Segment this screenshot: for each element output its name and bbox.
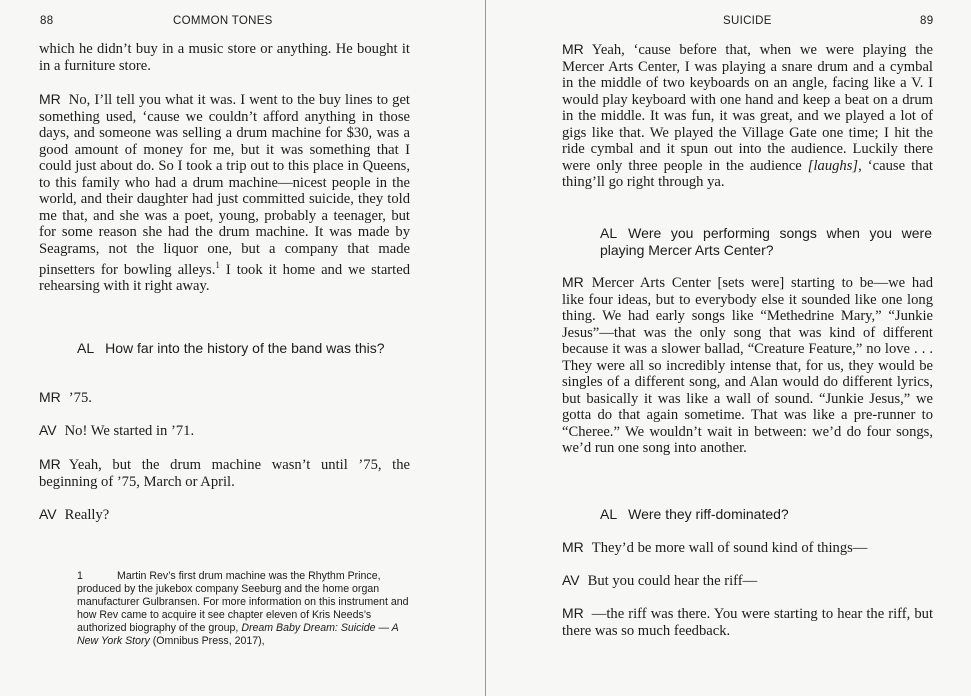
dialogue-av-1 bbox=[39, 422, 410, 440]
right-page-number: 89 bbox=[920, 15, 934, 27]
dialogue-stage-direction: [laughs] bbox=[807, 157, 859, 174]
dialogue-mr-1 bbox=[39, 91, 410, 295]
footnote-book-title: Dream Baby Dream: Suicide — A New York Story bbox=[77, 622, 399, 647]
dialogue-text: ’75. bbox=[68, 390, 92, 406]
speaker-label: MR bbox=[562, 274, 584, 290]
speaker-label: MR bbox=[562, 539, 584, 555]
footnote-number: 1 bbox=[77, 570, 83, 582]
left-page bbox=[0, 0, 485, 696]
question-al-1 bbox=[77, 340, 409, 357]
right-page bbox=[486, 0, 971, 696]
speaker-label: AV bbox=[562, 572, 580, 588]
dialogue-text: No, I’ll tell you what it was. I went to the buy lines to get something used, ‘cause we couldn’t afford anything in those days, and someone was selling a drum machine for $30, was a good amount of money for me, but it was something that I could just about do. So I took a trip out to this place in Queens, to this family who had a drum machine—nicest people in the world, and their daughter had just committed suicide, they told me that, and she was a poet, young, probably a teenager, but for some reason she had the drum machine. It was made by Seagrams, not the liquor one, but a company that made pinsetters for bowling alleys. bbox=[39, 92, 410, 278]
dialogue-text-end: , ‘cause that thing’ll go right through ya. bbox=[562, 157, 933, 190]
dialogue-text: No! We started in ’71. bbox=[64, 423, 195, 439]
footnote bbox=[77, 570, 413, 648]
dialogue-mr-3 bbox=[562, 539, 933, 557]
dialogue-mr-2 bbox=[562, 274, 933, 457]
footnote-text: Martin Rev’s first drum machine was the Rhythm Prince, produced by the jukebox company Seeburg and the home organ manufacturer Gulbransen. For more information on this instrument and how Rev came to acquire it see chapter eleven of Kris Needs’s authorized biography of the group, bbox=[77, 570, 409, 634]
dialogue-text: But you could hear the riff— bbox=[587, 573, 758, 589]
speaker-label: AL bbox=[600, 225, 618, 241]
speaker-label: MR bbox=[39, 456, 61, 472]
speaker-label: AL bbox=[600, 506, 618, 522]
speaker-label: MR bbox=[39, 389, 61, 405]
question-al-2 bbox=[600, 506, 932, 523]
question-text: Were you performing songs when you were playing Mercer Arts Center? bbox=[600, 225, 932, 258]
question-text: Were they riff-dominated? bbox=[628, 506, 789, 522]
dialogue-text: Really? bbox=[64, 507, 110, 523]
dialogue-av-2 bbox=[39, 506, 410, 524]
footnote-text-end: (Omnibus Press, 2017), bbox=[149, 635, 265, 647]
dialogue-text: —the riff was there. You were starting to hear the riff, but there was so much feedback. bbox=[562, 606, 933, 639]
dialogue-text: Mercer Arts Center [sets were] starting to be—we had like four ideas, but to everybody else it sounded like one long thing. We had early songs like “Methedrine Mary,” “Junkie Jesus”—that was the only song that was kind of different because it was a slower ballad, “Creature Feature,” no love . . . They were all so incredibly intense that, for us, they would be singles of a different song, and Alan would do different lyrics, but basically it was like a wall of sound. “Junkie Jesus,” we gotta do that again sometime. That was like a pre-runner to “Cheree.” We wouldn’t wait in between: we’d do four songs, we’d run one song into another. bbox=[562, 275, 933, 456]
right-running-head: SUICIDE bbox=[723, 15, 772, 27]
speaker-label: MR bbox=[562, 41, 584, 57]
question-text: How far into the history of the band was this? bbox=[105, 340, 385, 356]
dialogue-mr-3 bbox=[39, 456, 410, 490]
dialogue-text-end: I took it home and we started rehearsing with it right away. bbox=[39, 261, 410, 295]
dialogue-text: Yeah, ‘cause before that, when we were playing the Mercer Arts Center, I was playing a snare drum and a cymbal in the middle of two keyboards on an angle, facing like a V. I would play keyboard with one hand and keep a beat on a drum in the middle. It was fun, it was great, and we played a lot of gigs like that. We played the Village Gate one time; I hit the ride cymbal and it spun out into the audience. Luckily there were only three people in the audience bbox=[562, 42, 933, 174]
dialogue-mr-2 bbox=[39, 389, 410, 407]
continuation-text: which he didn’t buy in a music store or anything. He bought it in a furniture store. bbox=[39, 41, 410, 74]
dialogue-mr-4 bbox=[562, 605, 933, 639]
speaker-label: MR bbox=[39, 91, 61, 107]
left-running-head: COMMON TONES bbox=[173, 15, 273, 27]
dialogue-av-1 bbox=[562, 572, 933, 590]
dialogue-mr-1 bbox=[562, 41, 933, 191]
left-page-number: 88 bbox=[40, 15, 54, 27]
speaker-label: AV bbox=[39, 506, 57, 522]
dialogue-text: Yeah, but the drum machine wasn’t until ’75, the beginning of ’75, March or April. bbox=[39, 457, 410, 490]
question-al-1 bbox=[600, 225, 932, 258]
continuation-paragraph bbox=[39, 41, 410, 74]
dialogue-text: They’d be more wall of sound kind of things— bbox=[591, 540, 868, 556]
speaker-label: AV bbox=[39, 422, 57, 438]
footnote-ref: 1 bbox=[215, 260, 220, 270]
speaker-label: AL bbox=[77, 340, 95, 356]
speaker-label: MR bbox=[562, 605, 584, 621]
